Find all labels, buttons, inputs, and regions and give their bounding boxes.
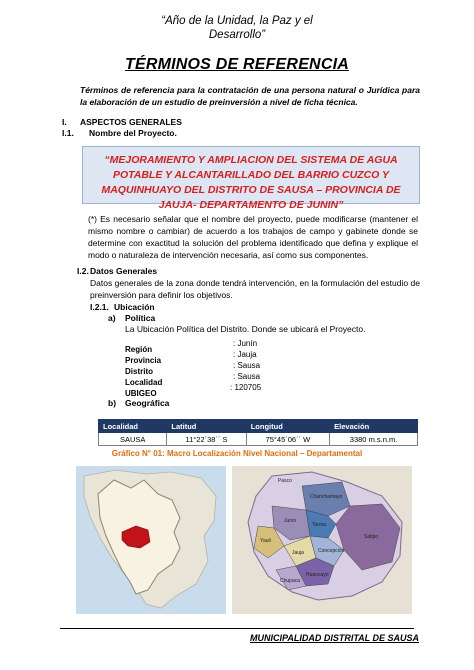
project-name-box	[82, 146, 420, 211]
section-1-2-number: I.2.	[77, 266, 89, 276]
document-title: TÉRMINOS DE REFERENCIA	[125, 56, 349, 73]
location-value: : Junín	[233, 339, 258, 348]
location-row	[125, 339, 325, 354]
subsection-a-text: La Ubicación Política del Distrito. Donde se ubicará el Proyecto.	[125, 324, 366, 334]
section-1-2-1-title: Ubicación	[114, 302, 155, 312]
location-value: : 120705	[230, 383, 262, 392]
map-label: Concepción	[318, 548, 345, 554]
geo-header-longitud: Longitud	[246, 420, 329, 433]
geo-header-elevacion: Elevación	[330, 420, 418, 433]
figure-title: Gráfico N° 01: Macro Localización Nivel Nacional – Departamental	[111, 449, 363, 458]
location-row	[125, 350, 325, 365]
geo-cell-elevacion: 3380 m.s.n.m.	[330, 433, 418, 446]
map-label: Satipo	[364, 534, 379, 540]
subsection-b-letter: b)	[108, 398, 117, 408]
geo-table-header-row	[99, 420, 418, 433]
map-label: Chanchamayo	[310, 494, 343, 500]
motto-line-2: Desarrollo”	[208, 29, 266, 41]
section-1-2-text: Datos generales de la zona donde tendrá intervención, en la formulación del estudio de preinversión para definir los objetivos.	[90, 278, 420, 300]
geo-cell-latitud: 11°22´38´´ S	[167, 433, 246, 446]
map-label: Pasco	[278, 478, 292, 484]
section-1-title: ASPECTOS GENERALES	[80, 117, 182, 127]
location-row	[125, 383, 325, 398]
project-name: “MEJORAMIENTO Y AMPLIACION DEL SISTEMA DE AGUA POTABLE Y ALCANTARILLADO DEL BARRIO CUZCO Y MAQUINHUAYO DEL DISTRITO DE SAUSA – PROVINCIA DE JAUJA- DEPARTAMENTO DE JUNIN”	[101, 154, 401, 211]
section-1-number: I.	[62, 117, 67, 127]
junin-map	[232, 466, 412, 614]
note-paragraph: (*) Es necesario señalar que el nombre del proyecto, puede modificarse (mantener el mismo nombre o cambiar) de acuerdo a los trabajos de campo y gabinete donde se determine con exactitud la solución del problema identificado que defina y explique el modo o naturaleza de intervención necesaria, así como sus componentes.	[88, 214, 418, 260]
footer-divider	[60, 628, 414, 629]
subsection-b-title: Geográfica	[125, 398, 170, 408]
section-1-1-number: I.1.	[62, 128, 74, 138]
location-label: Distrito	[125, 367, 153, 376]
location-row	[125, 372, 325, 387]
intro-paragraph: Términos de referencia para la contratación de una persona natural o Jurídica para la elaboración de un estudio de preinversión a nivel de ficha técnica.	[80, 85, 420, 107]
section-1-2-title: Datos Generales	[90, 266, 158, 276]
map-label: Jauja	[292, 550, 304, 556]
motto-line-1: “Año de la Unidad, la Paz y el	[161, 15, 313, 27]
geo-table	[98, 419, 418, 446]
map-label: Junín	[284, 518, 297, 524]
map-label: Yauli	[260, 538, 271, 544]
subsection-a-title: Política	[125, 313, 156, 323]
subsection-a-letter: a)	[108, 313, 116, 323]
location-label: Región	[125, 345, 153, 354]
section-1-2-1-number: I.2.1.	[90, 302, 109, 312]
header-motto	[0, 14, 474, 42]
table-row	[99, 433, 418, 446]
location-value: : Jauja	[233, 350, 257, 359]
location-label: UBIGEO	[125, 389, 157, 398]
geo-header-latitud: Latitud	[167, 420, 246, 433]
footer-text: MUNICIPALIDAD DISTRITAL DE SAUSA	[250, 633, 420, 643]
map-label: Chupaca	[280, 578, 301, 584]
location-label: Localidad	[125, 378, 163, 387]
location-list	[125, 339, 325, 398]
location-value: : Sausa	[233, 372, 261, 381]
peru-map	[76, 466, 226, 614]
location-value: : Sausa	[233, 361, 261, 370]
location-row	[125, 361, 325, 376]
section-1-1-title: Nombre del Proyecto.	[89, 128, 177, 138]
geo-header-localidad: Localidad	[99, 420, 167, 433]
location-label: Provincia	[125, 356, 162, 365]
map-label: Huancayo	[306, 572, 329, 578]
map-label: Tarma	[312, 522, 326, 528]
geo-cell-localidad: SAUSA	[99, 433, 167, 446]
geo-cell-longitud: 75°45´06´´ W	[246, 433, 329, 446]
